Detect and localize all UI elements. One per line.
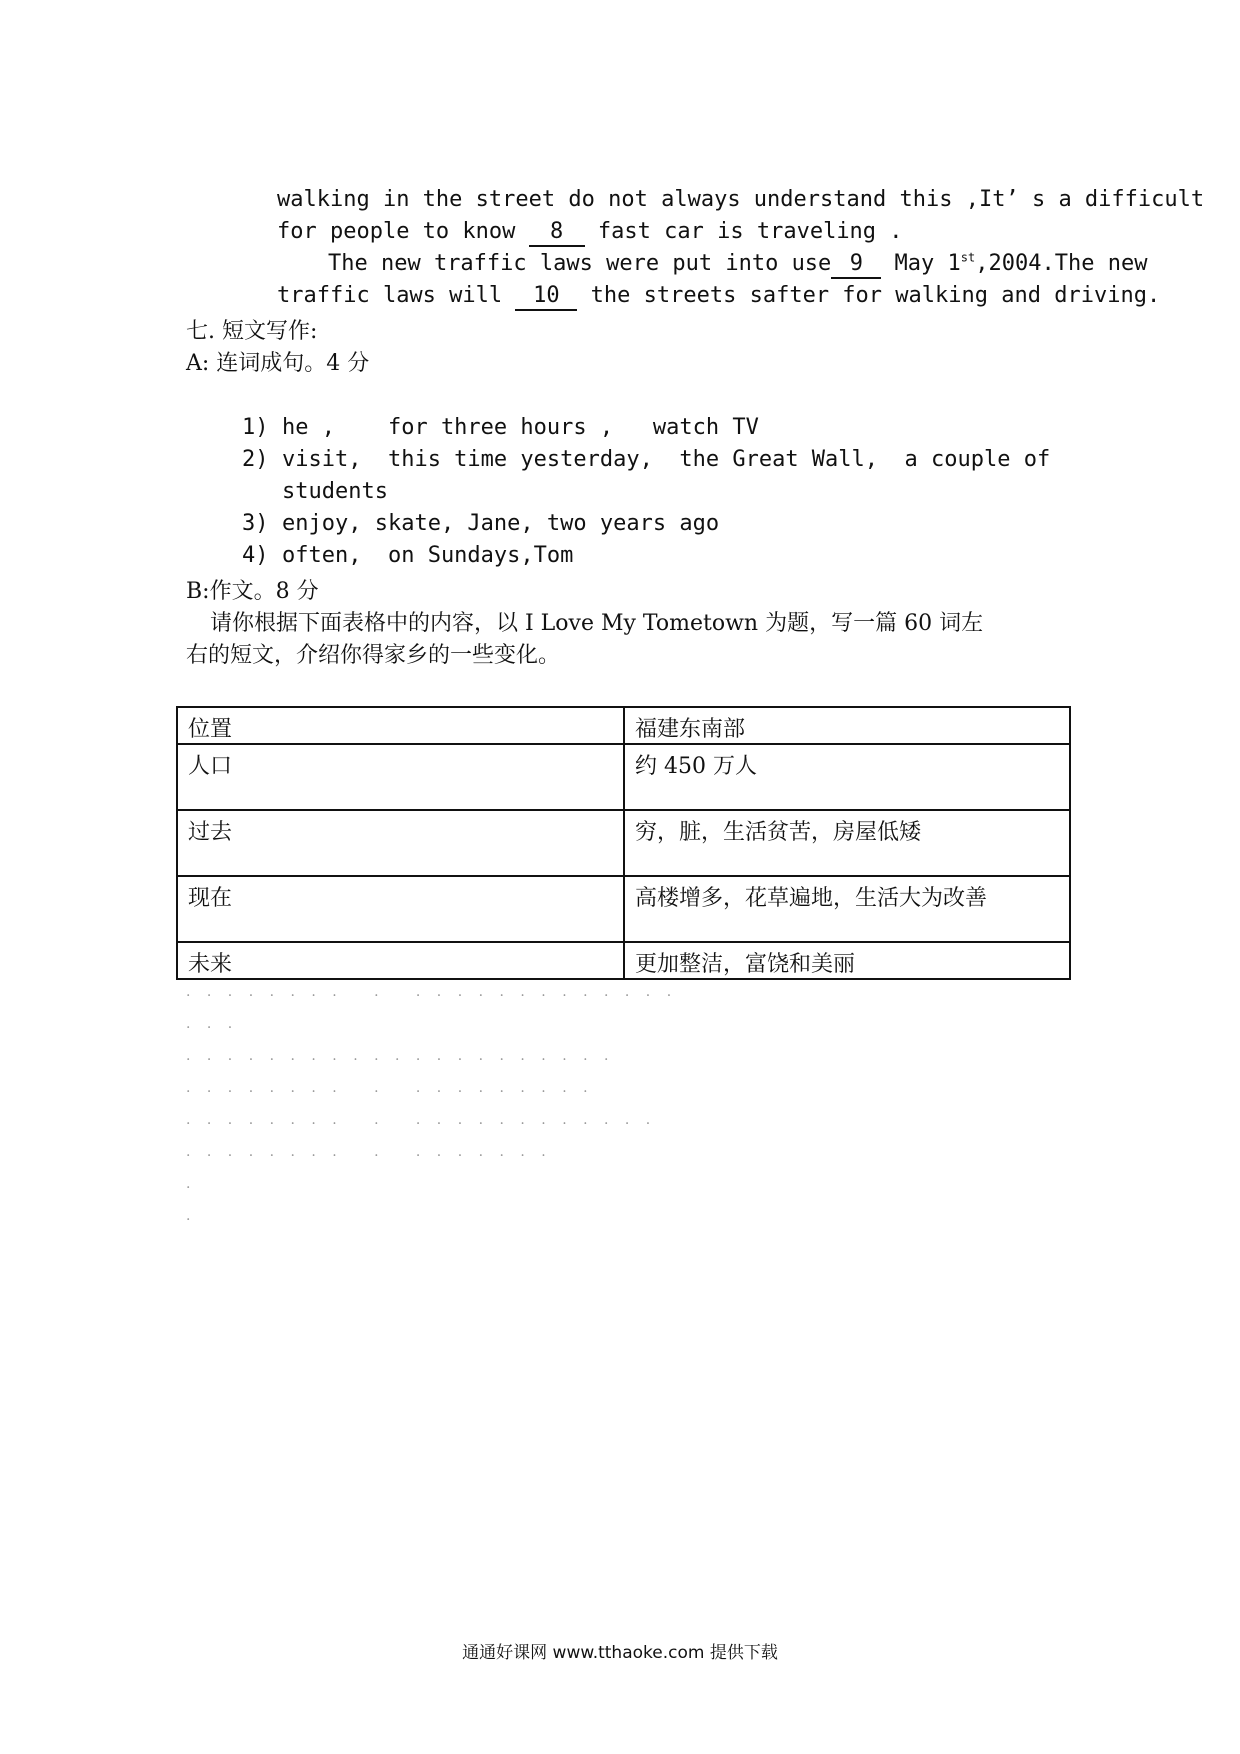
- passage-text: for people to know: [276, 219, 529, 244]
- passage-text: ,2004.The new: [975, 251, 1148, 276]
- table-cell-value: 穷，脏，生活贫苦，房屋低矮: [624, 810, 1070, 876]
- table-cell-label: 现在: [177, 876, 624, 942]
- table-cell-value: 福建东南部: [624, 707, 1070, 744]
- table-row: [177, 942, 1070, 979]
- item-text: enjoy, skate, Jane, two years ago: [282, 511, 720, 536]
- passage-text: walking in the street do not always understand this ,It’ s a difficult: [276, 187, 1205, 212]
- blank-10: 10: [515, 283, 577, 311]
- item-number: 3): [242, 511, 269, 536]
- formatting-marks: · · · · · · · · · · · · · · · · · · · · ·: [186, 1116, 657, 1132]
- passage-line-4: [224, 248, 1160, 344]
- table-row: [177, 707, 1070, 744]
- instruction-line-2: 右的短文，介绍你得家乡的一些变化。: [186, 643, 561, 668]
- table-cell-value: 更加整洁，富饶和美丽: [624, 942, 1070, 979]
- formatting-marks: · · · · · · · · · · · · · · · · · · · · · ·: [186, 988, 678, 1004]
- passage-text: traffic laws will: [276, 283, 516, 308]
- item-number: 1): [242, 415, 269, 440]
- item-text: students: [282, 479, 388, 504]
- table-row: [177, 810, 1070, 876]
- formatting-marks: ·: [186, 1212, 197, 1228]
- formatting-marks: · · · · · · · · · · · · · · · · · ·: [186, 1084, 594, 1100]
- item-text: visit, this time yesterday, the Great Wall, a couple of: [282, 447, 1051, 472]
- formatting-marks: · · · · · · · · · · · · · · · · · · · · ·: [186, 1052, 615, 1068]
- table-row: [177, 876, 1070, 942]
- item-text: he , for three hours , watch TV: [282, 415, 759, 440]
- table-cell-label: 未来: [177, 942, 624, 979]
- item-text: often, on Sundays,Tom: [282, 543, 574, 568]
- passage-text: May 1: [881, 251, 961, 276]
- part-a-title: A: 连词成句。4 分: [186, 351, 370, 376]
- blank-8: 8: [529, 219, 585, 247]
- passage-text: the streets safter for walking and driving.: [577, 283, 1161, 308]
- instruction-line-1: 请你根据下面表格中的内容，以 I Love My Tometown 为题，写一篇 60 词左: [210, 611, 984, 636]
- item-number: 4): [242, 543, 269, 568]
- formatting-marks: · · ·: [186, 1020, 239, 1036]
- formatting-marks: · · · · · · · · · · · · · · · ·: [186, 1148, 552, 1164]
- table-cell-label: 过去: [177, 810, 624, 876]
- hometown-info-table: [176, 706, 1071, 980]
- page-footer: 通通好课网 www.tthaoke.com 提供下载: [462, 1643, 778, 1663]
- passage-text: fast car is traveling .: [584, 219, 903, 244]
- table-cell-value: 约 450 万人: [624, 744, 1070, 810]
- item-number: 2): [242, 447, 269, 472]
- superscript: st: [960, 250, 976, 265]
- table-cell-label: 人口: [177, 744, 624, 810]
- passage-text: The new traffic laws were put into use: [327, 251, 832, 276]
- table-cell-label: 位置: [177, 707, 624, 744]
- part-b-title: B:作文。8 分: [186, 579, 319, 604]
- table-row: [177, 744, 1070, 810]
- section-7-title: 七. 短文写作:: [186, 319, 318, 344]
- table-cell-value: 高楼增多，花草遍地，生活大为改善: [624, 876, 1070, 942]
- formatting-marks: ·: [186, 1180, 197, 1196]
- blank-9: 9: [831, 251, 881, 279]
